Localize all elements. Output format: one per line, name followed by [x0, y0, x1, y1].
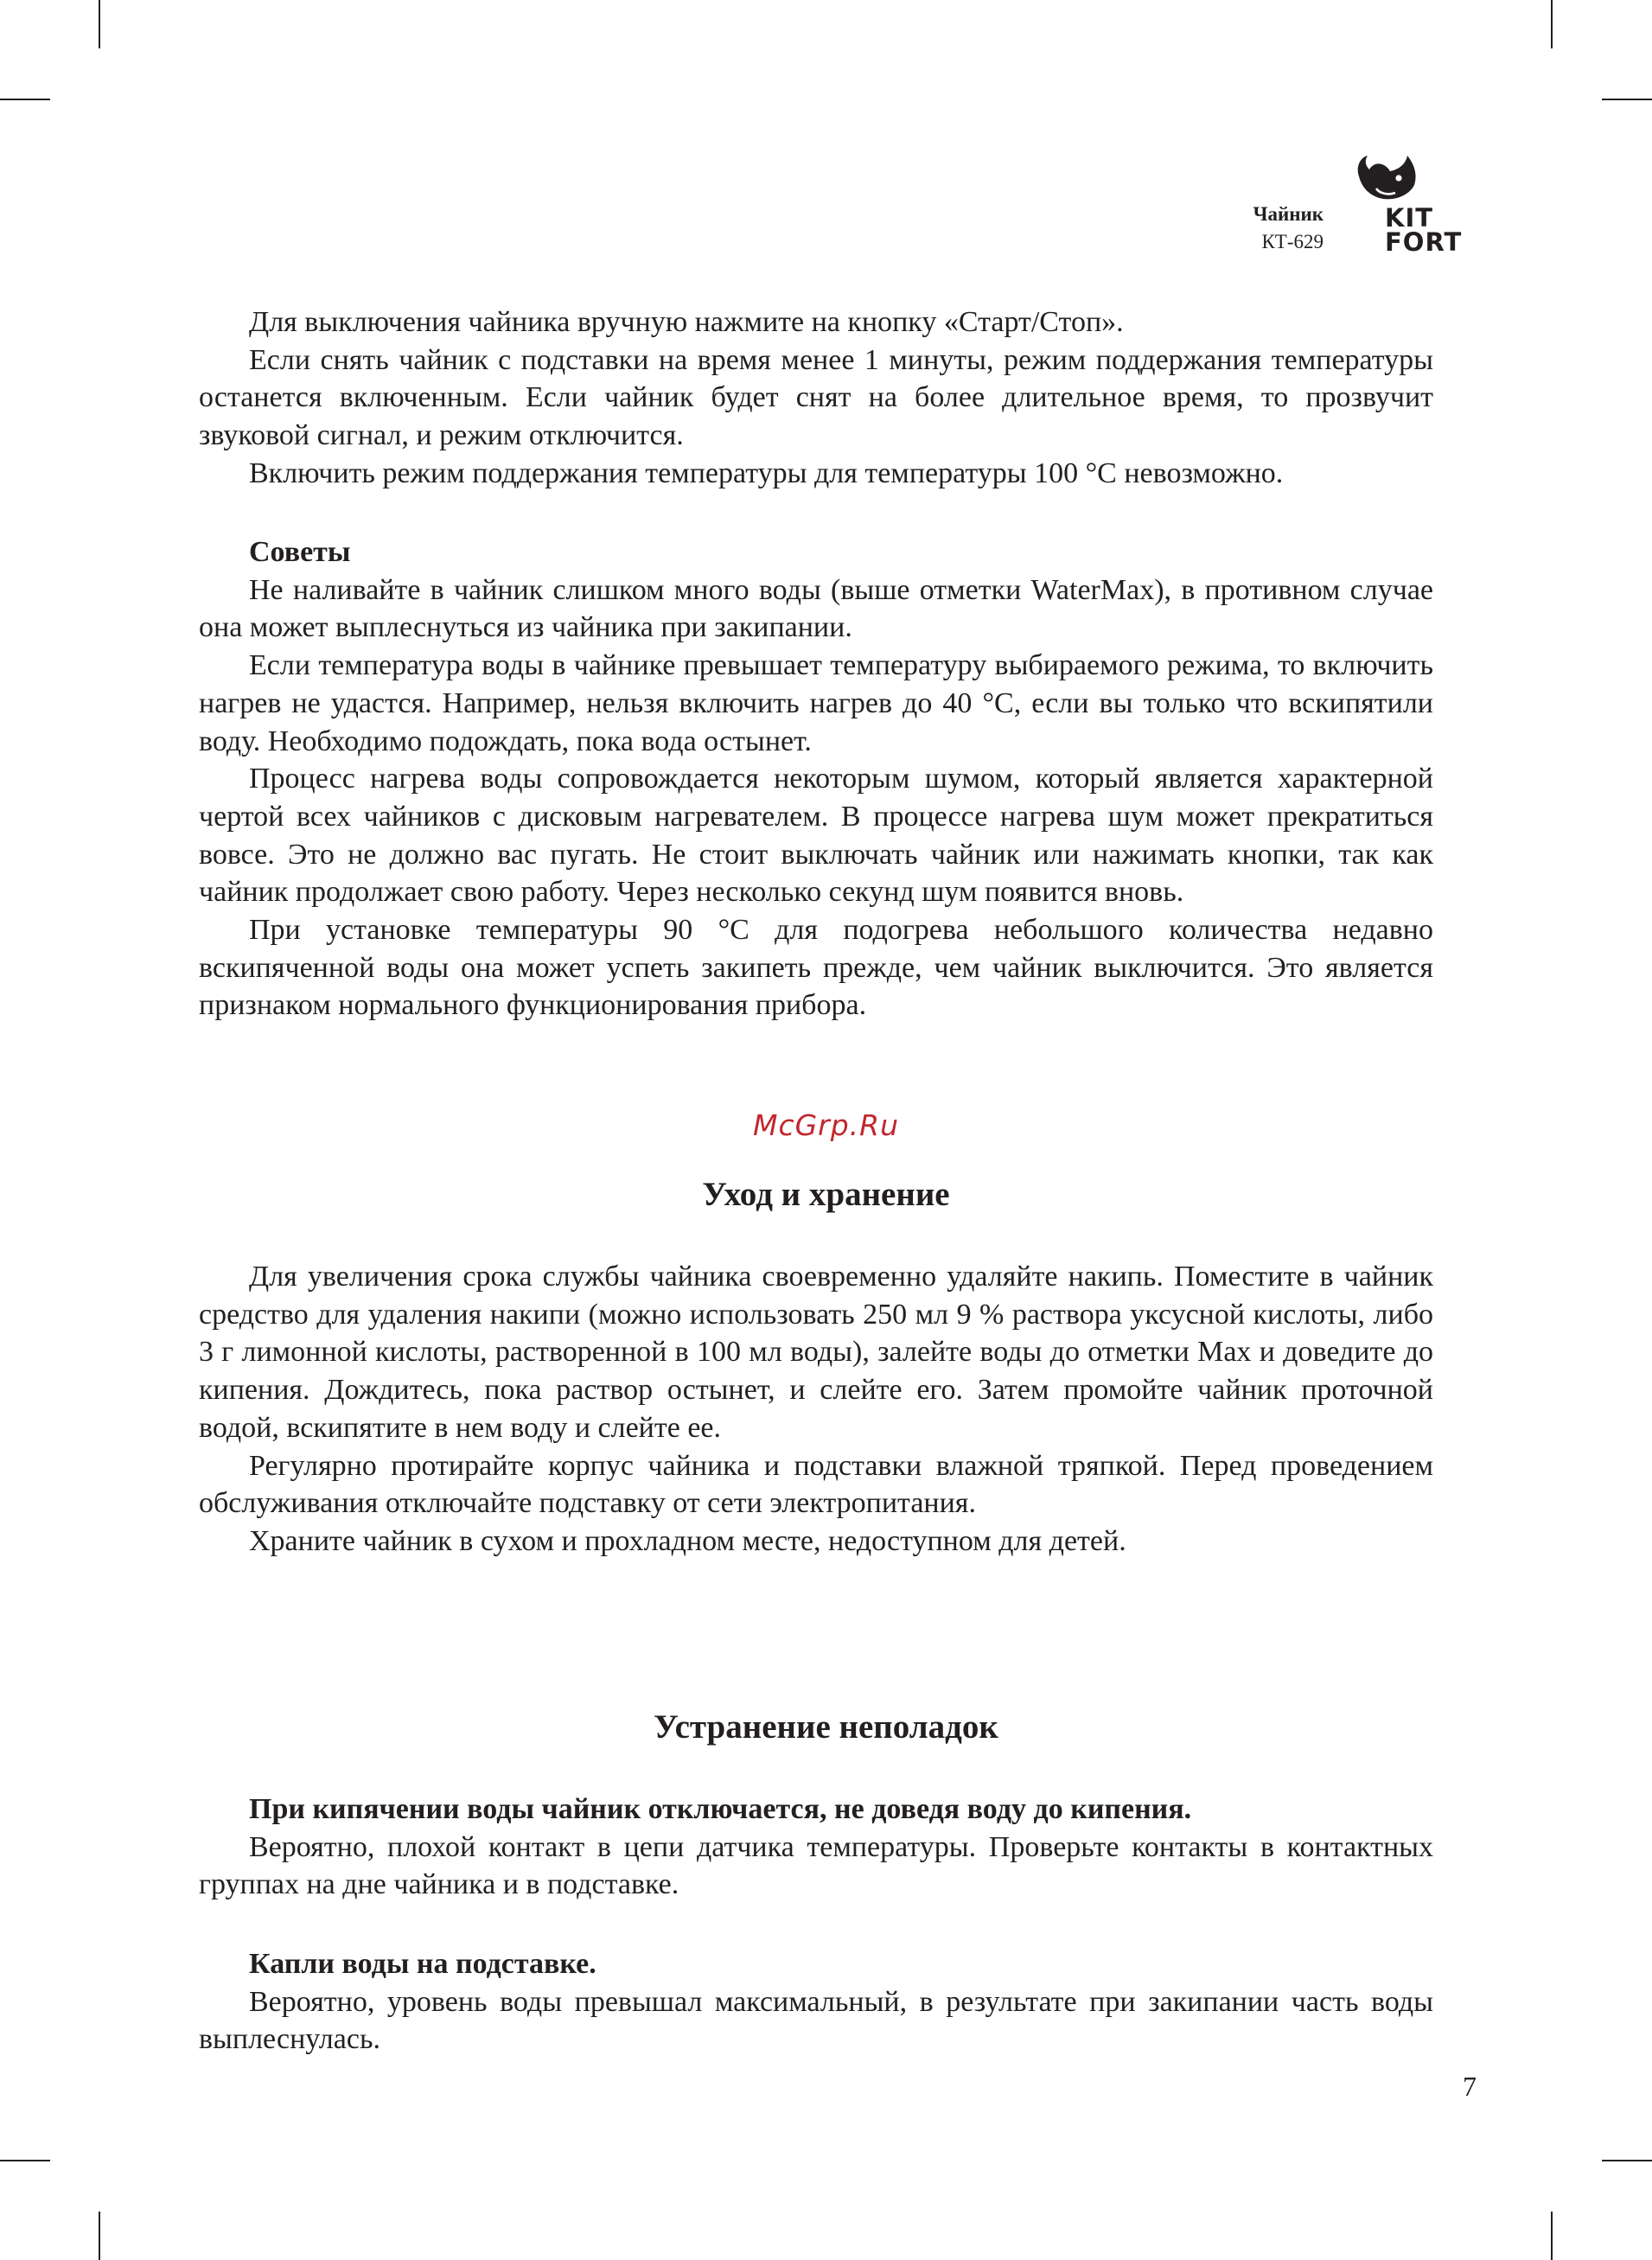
troubleshooting-section-title: Устранение неполадок: [654, 1708, 998, 1746]
brand-line-2: FORT: [1385, 227, 1463, 257]
crop-mark: [0, 99, 50, 100]
care-section: [199, 1258, 1433, 1561]
crop-mark: [99, 2212, 100, 2260]
tips-heading: Советы: [249, 536, 351, 568]
crop-mark: [99, 0, 100, 48]
solution-text: Вероятно, плохой контакт в цепи датчика температуры. Проверьте контакты в контактных группах на дне чайника и в подставке.: [199, 1830, 1433, 1901]
tips-section: [199, 533, 1433, 1025]
solution-text: Вероятно, уровень воды превышал максимальный, в результате при закипании часть воды выплеснулась.: [199, 1985, 1433, 2056]
paragraph: При установке температуры 90 °С для подогрева небольшого количества недавно вскипяченной воды она может успеть закипеть прежде, чем чайник выключится. Это является признаком нормального функционирования прибора.: [199, 914, 1433, 1022]
paragraph: Если снять чайник с подставки на время менее 1 минуты, режим поддержания температуры останется включенным. Если чайник будет снят на более длительное время, то прозвучит звуковой сигнал, и режим отключится.: [199, 343, 1433, 452]
paragraph: Для выключения чайника вручную нажмите на кнопку «Старт/Стоп».: [249, 306, 1124, 338]
paragraph: Регулярно протирайте корпус чайника и подставки влажной тряпкой. Перед проведением обслуживания отключайте подставку от сети электропитания.: [199, 1449, 1433, 1520]
whale-icon: [1354, 154, 1426, 201]
paragraph: Если температура воды в чайнике превышает температуру выбираемого режима, то включить нагрев не удастся. Например, нельзя включить нагрев до 40 °С, если вы только что вскипятили воду. Необходимо подождать, пока вода остынет.: [199, 649, 1433, 757]
crop-mark: [1551, 2212, 1553, 2260]
paragraph: Для увеличения срока службы чайника своевременно удаляйте накипь. Поместите в чайник средство для удаления накипи (можно использовать 250 мл 9 % раствора уксусной кислоты, либо 3 г лимонной кислоты, растворенной в 100 мл воды), залейте воды до отметки Max и доведите до кипения. Дождитесь, пока раствор остынет, и слейте его. Затем промойте чайник проточной водой, вскипятите в нем воду и слейте ее.: [199, 1261, 1433, 1444]
operation-text-block: [199, 303, 1433, 493]
crop-mark: [1602, 2160, 1652, 2161]
paragraph: Не наливайте в чайник слишком много воды (выше отметки WaterMax), в противном случае она может выплеснуться из чайника при закипании.: [199, 573, 1433, 644]
troubleshooting-item: [199, 1791, 1433, 1904]
brand-line-1: KIT: [1385, 203, 1434, 233]
crop-mark: [1551, 0, 1553, 48]
problem-heading: При кипячении воды чайник отключается, не доведя воду до кипения.: [249, 1793, 1192, 1825]
watermark: McGrp.Ru: [752, 1108, 900, 1142]
running-header: [1253, 201, 1324, 256]
troubleshooting-item: [199, 1945, 1433, 2059]
paragraph: Процесс нагрева воды сопровождается некоторым шумом, который является характерной чертой всех чайников с дисковым нагревателем. В процессе нагрева шум может прекратиться вовсе. Это не должно вас пугать. Не стоит выключать чайник или нажимать кнопки, так как чайник продолжает свою работу. Через несколько секунд шум появится вновь.: [199, 763, 1433, 909]
crop-mark: [0, 2160, 50, 2161]
paragraph: Включить режим поддержания температуры для температуры 100 °С невозможно.: [249, 456, 1284, 489]
page-number: 7: [1463, 2071, 1477, 2102]
brand-wordmark: [1385, 203, 1463, 257]
product-model: КТ-629: [1261, 231, 1324, 252]
brand-logo: [1354, 154, 1466, 259]
paragraph: Храните чайник в сухом и прохладном месте, недоступном для детей.: [249, 1524, 1126, 1557]
problem-heading: Капли воды на подставке.: [249, 1948, 596, 1980]
care-section-title: Уход и хранение: [702, 1176, 950, 1213]
product-name: Чайник: [1253, 203, 1324, 225]
crop-mark: [1602, 99, 1652, 100]
